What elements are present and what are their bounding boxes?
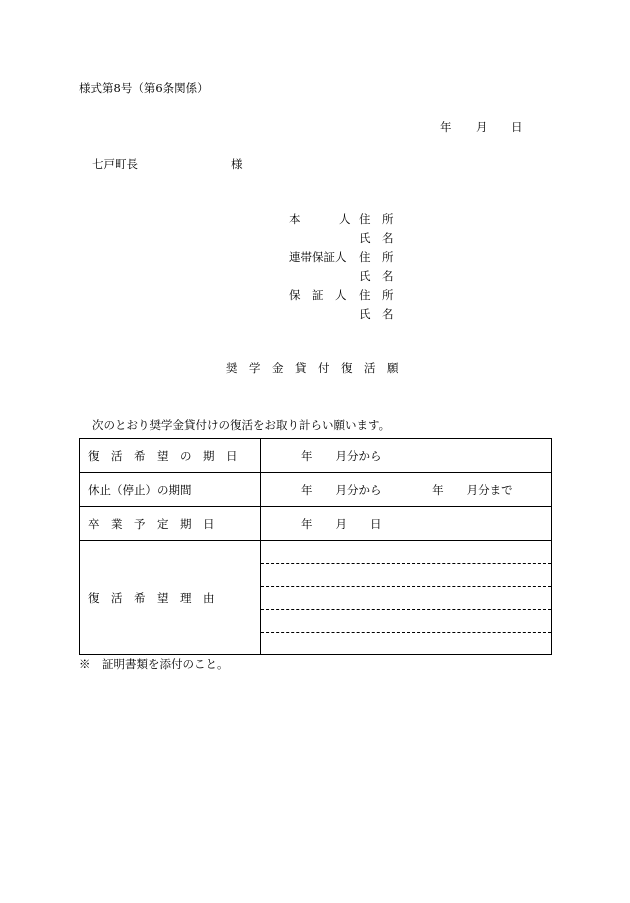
row-value-suspension-period — [261, 473, 552, 507]
table-row — [80, 541, 552, 655]
form-number: 様式第8号（第6条関係） — [79, 81, 209, 95]
suspension-from: 年 月分から — [301, 482, 382, 497]
suspension-to: 年 月分まで — [432, 482, 513, 497]
table-row — [80, 473, 552, 507]
row-value-graduation-date: 年 月 日 — [261, 507, 552, 541]
table-row — [80, 439, 552, 473]
party-joint-guarantor-role: 連帯保証人 — [289, 250, 347, 264]
addressee-name: 七戸町長 — [92, 157, 138, 171]
party-joint-guarantor-name-label: 氏 名 — [359, 269, 394, 283]
application-table — [79, 438, 552, 655]
table-row — [80, 507, 552, 541]
date-year: 年 — [440, 120, 452, 134]
party-applicant-role: 本 人 — [289, 212, 352, 226]
party-guarantor-name-label: 氏 名 — [359, 307, 394, 321]
reason-line — [261, 632, 551, 633]
party-applicant-name-label: 氏 名 — [359, 231, 394, 245]
party-guarantor-role: 保 証 人 — [289, 288, 347, 302]
row-value-resume-date: 年 月分から — [261, 439, 552, 473]
party-guarantor-address-label: 住 所 — [359, 288, 394, 302]
date-day: 日 — [511, 120, 523, 134]
intro-text: 次のとおり奨学金貸付けの復活をお取り計らい願います。 — [92, 418, 391, 432]
addressee-honorific: 様 — [231, 157, 243, 171]
party-joint-guarantor-address-label: 住 所 — [359, 250, 394, 264]
row-label-graduation-date: 卒 業 予 定 期 日 — [80, 507, 261, 541]
row-value-resume-reason[interactable] — [261, 541, 552, 655]
date-month: 月 — [476, 120, 488, 134]
row-label-resume-reason: 復 活 希 望 理 由 — [80, 541, 261, 655]
document-title: 奨 学 金 貸 付 復 活 願 — [226, 361, 399, 375]
attachment-note: ※ 証明書類を添付のこと。 — [79, 657, 229, 671]
row-label-suspension-period: 休止（停止）の期間 — [80, 473, 261, 507]
row-label-resume-date: 復 活 希 望 の 期 日 — [80, 439, 261, 473]
party-applicant-address-label: 住 所 — [359, 212, 394, 226]
